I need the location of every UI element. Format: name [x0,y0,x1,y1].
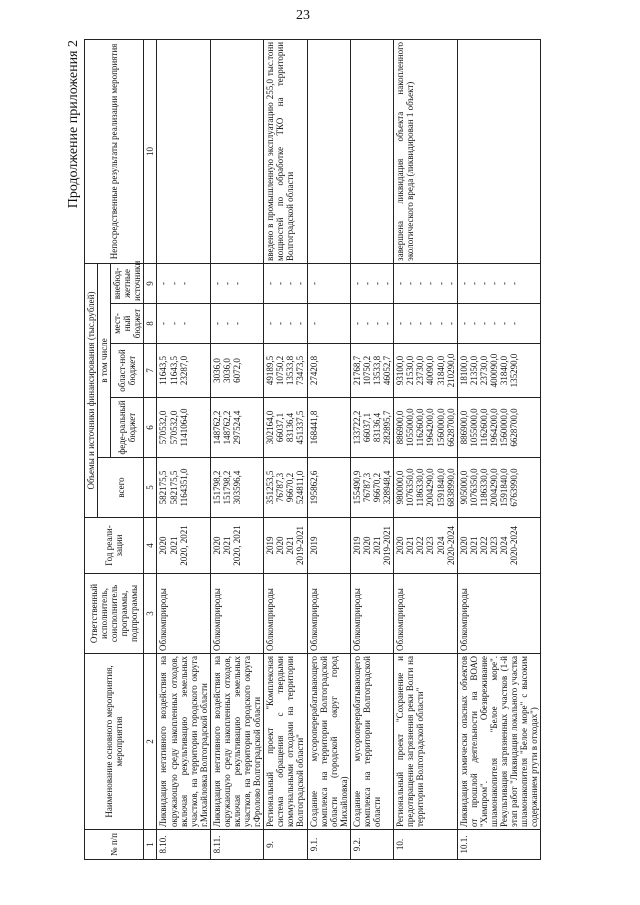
regional-value: 210290,0 [445,353,456,388]
page-number: 23 [296,8,310,23]
local-value: - [308,322,319,325]
local-value-cell [457,304,541,344]
total-value: 96670,2 [285,472,296,503]
offbudget-value: - [405,281,416,285]
regional-value: 93100,0 [395,355,406,386]
local-value: - [158,322,169,325]
table-row [350,39,393,859]
year-cell [457,518,541,574]
year: 2020 [275,536,286,555]
year: 2023 [425,536,436,555]
federal-value: 148762,2 [211,410,222,445]
federal-value: 1560000,0 [435,408,446,447]
offbudget-value: - [498,281,509,285]
header-executor: Ответственный исполнитель, соисполнитель программы, подпрограммы [85,574,144,654]
year: 2020 [361,536,372,555]
local-value: - [372,322,383,325]
total-value: 1186330,0 [478,468,489,507]
federal-value-cell [457,398,541,458]
program-table [84,39,541,860]
total-value: 155490,9 [351,470,362,505]
total-value: 96670,2 [372,472,383,503]
result-text-cell [307,39,350,263]
offbudget-value: - [395,281,406,285]
year: 2019 [308,536,319,555]
regional-value: 73473,5 [295,355,306,386]
offbudget-value: - [295,281,306,285]
executor-cell: Облкомприроды [307,574,350,654]
year: 2024 [498,536,509,555]
offbudget-value: - [168,281,179,285]
year: 2023 [488,536,499,555]
federal-value: 282895,7 [382,410,393,445]
federal-value: 1055000,0 [468,408,479,447]
executor-cell: Облкомприроды [457,574,541,654]
regional-value: 10750,2 [275,355,286,386]
offbudget-value: - [488,281,499,285]
year-cell [210,518,263,574]
total-value: 195862,6 [308,470,319,505]
measure-name-cell: Ликвидация химически опасных объектов от прошлой деятельности на ВОАО "Химпром". Обезвреживание шламонакопителя "Белое море". Рекультивация загрязненных участков (1-й этап работ "Ликвидация локального участка шламонакопителя "Белое море" с высоким содержанием ртути в отходах") [457,654,541,830]
local-value-cell [157,304,210,344]
federal-value: 1964200,0 [425,408,436,447]
col-num: 10 [144,39,157,263]
measure-name-cell: Региональный проект "Сохранение и предотвращение загрязнения реки Волги на территории Волгоградской области" [394,654,457,830]
result-text-cell: введено в промышленную эксплуатацию 255,0 тыс.тонн мощностей по обработке ТКО на территории Волгоградской области [264,39,307,263]
regional-value: 23287,0 [178,355,189,386]
local-value: - [285,322,296,325]
total-value-cell [210,458,263,518]
federal-value: 6628700,0 [509,408,520,447]
year-cell [307,518,350,574]
offbudget-value: - [435,281,446,285]
offbudget-value: - [382,281,393,285]
federal-value: 1560000,0 [498,408,509,447]
regional-value: 18100,0 [458,355,469,386]
col-num: 6 [144,398,157,458]
year: 2020-2024 [445,526,456,565]
measure-name-cell: Ликвидация негативного воздействия на окружающую среду накопленных отходов, включая рекультивацию земельных участков, на территории городского округа г.Михайловка Волгоградской области [157,654,210,830]
federal-value: 886900,0 [395,410,406,445]
federal-value-cell [394,398,457,458]
year-cell [350,518,393,574]
offbudget-value-cell [457,263,541,303]
regional-value: 10750,2 [361,355,372,386]
regional-value: 6072,0 [232,358,243,383]
year: 2019-2021 [295,526,306,565]
year: 2020 [395,536,406,555]
federal-value: 6628700,0 [445,408,456,447]
local-value-cell [394,304,457,344]
local-value: - [435,322,446,325]
federal-value: 83136,4 [372,412,383,443]
local-value: - [395,322,406,325]
regional-value-cell [210,344,263,398]
regional-value-cell [394,344,457,398]
offbudget-value: - [458,281,469,285]
measure-name-cell: Региональный проект "Комплексная система обращения с твердыми коммунальными отходами на территории Волгоградской области" [264,654,307,830]
total-value: 1186330,0 [415,468,426,507]
year: 2020 [158,536,169,555]
header-local: мест-ный бюджет [111,304,144,344]
regional-value-cell [264,344,307,398]
regional-value: 13533,8 [285,355,296,386]
total-value-cell [264,458,307,518]
result-text-cell [350,39,393,263]
regional-value: 3036,0 [221,358,232,383]
federal-value: 83136,4 [285,412,296,443]
total-value-cell [350,458,393,518]
federal-value: 1055000,0 [405,408,416,447]
header-regional: област-ной бюджет [111,344,144,398]
total-value-cell [457,458,541,518]
federal-value: 886900,0 [458,410,469,445]
year-cell [264,518,307,574]
total-value: 2004290,0 [425,468,436,507]
year: 2021 [168,536,179,555]
total-value: 1591840,0 [435,468,446,507]
row-number-cell: 9. [264,830,307,860]
executor-cell: Облкомприроды [350,574,393,654]
total-value: 151798,2 [211,470,222,505]
offbudget-value: - [232,281,243,285]
measure-name-cell: Ликвидация негативного воздействия на окружающую среду накопленных отходов, включая рекультивацию земельных участков, на территории городского округа г.Фролово Волгоградской области [210,654,263,830]
header-federal: феде-ральный бюджет [111,398,144,458]
col-num: 3 [144,574,157,654]
local-value: - [232,322,243,325]
year: 2020, 2021 [232,525,243,566]
regional-value: 11643,5 [168,356,179,385]
local-value: - [275,322,286,325]
offbudget-value: - [445,281,456,285]
col-num: 2 [144,654,157,830]
total-value: 582175,5 [158,470,169,505]
local-value-cell [307,304,350,344]
regional-value: 46052,7 [382,355,393,386]
table-row [457,39,541,859]
offbudget-value-cell [157,263,210,303]
measure-name-cell: Создание мусороперерабатывающего комплекса на территории Волгоградской области [350,654,393,830]
total-value-cell [307,458,350,518]
federal-value: 66037,1 [361,412,372,443]
result-text-cell: завершена ликвидация объекта накопленного экологического вреда (ликвидирован 1 объект) [394,39,457,263]
offbudget-value: - [415,281,426,285]
total-value: 582175,5 [168,470,179,505]
row-number-cell: 10.1. [457,830,541,860]
regional-value-cell [457,344,541,398]
offbudget-value: - [221,281,232,285]
local-value: - [488,322,499,325]
regional-value: 31840,0 [435,355,446,386]
year: 2021 [372,536,383,555]
offbudget-value: - [425,281,436,285]
regional-value: 23730,0 [478,355,489,386]
federal-value: 133722,2 [351,410,362,445]
federal-value: 1964200,0 [488,408,499,447]
measure-name-cell: Создание мусороперерабатывающего комплекса на территории Волгоградской области (городской округ город Михайловка) [307,654,350,830]
regional-value: 13533,8 [372,355,383,386]
offbudget-value-cell [394,263,457,303]
local-value: - [382,322,393,325]
local-value: - [351,322,362,325]
federal-value-cell [307,398,350,458]
table-row [157,39,210,859]
federal-value-cell [350,398,393,458]
local-value: - [415,322,426,325]
local-value-cell [350,304,393,344]
local-value-cell [264,304,307,344]
local-value: - [178,322,189,325]
local-value: - [458,322,469,325]
regional-value: 11643,5 [158,356,169,385]
offbudget-value: - [275,281,286,285]
year: 2020 [211,536,222,555]
local-value-cell [210,304,263,344]
total-value-cell [394,458,457,518]
local-value: - [425,322,436,325]
federal-value: 148762,2 [221,410,232,445]
year: 2024 [435,536,446,555]
regional-value-cell [157,344,210,398]
table-body [157,39,541,859]
table-row [307,39,350,859]
total-value: 1164351,0 [178,468,189,507]
local-value: - [168,322,179,325]
year: 2022 [415,536,426,555]
year: 2021 [221,536,232,555]
regional-value: 400090,0 [488,353,499,388]
regional-value: 31840,0 [498,355,509,386]
offbudget-value-cell [350,263,393,303]
local-value: - [509,322,520,325]
year: 2021 [285,536,296,555]
total-value: 351253,5 [265,470,276,505]
col-num: 4 [144,518,157,574]
local-value: - [295,322,306,325]
local-value: - [405,322,416,325]
federal-value: 66037,1 [275,412,286,443]
offbudget-value-cell [307,263,350,303]
regional-value-cell [350,344,393,398]
local-value: - [221,322,232,325]
regional-value-cell [307,344,350,398]
local-value: - [468,322,479,325]
offbudget-value-cell [264,263,307,303]
total-value: 905000,0 [458,470,469,505]
year: 2019 [265,536,276,555]
row-number-cell: 8.10. [157,830,210,860]
year: 2022 [478,536,489,555]
rotated-page [62,40,636,860]
federal-value: 1162600,0 [415,408,426,447]
offbudget-value-cell [210,263,263,303]
offbudget-value: - [285,281,296,285]
offbudget-value: - [178,281,189,285]
row-number-cell: 9.2. [350,830,393,860]
total-value: 76787,3 [275,472,286,503]
offbudget-value: - [361,281,372,285]
executor-cell: Облкомприроды [157,574,210,654]
year: 2020 [458,536,469,555]
table-row [210,39,263,859]
regional-value: 27420,8 [308,355,319,386]
offbudget-value: - [158,281,169,285]
local-value: - [211,322,222,325]
federal-value: 1141064,0 [178,408,189,447]
offbudget-value: - [478,281,489,285]
total-value-cell [157,458,210,518]
row-number-cell: 10. [394,830,457,860]
year: 2020, 2021 [178,525,189,566]
local-value: - [498,322,509,325]
regional-value: 21530,0 [405,355,416,386]
offbudget-value: - [308,281,319,285]
local-value: - [265,322,276,325]
executor-cell: Облкомприроды [394,574,457,654]
total-value: 1076350,0 [405,468,416,507]
header-results: Непосредственные результаты реализации мероприятия [85,39,144,263]
regional-value: 3036,0 [211,358,222,383]
total-value: 6763990,0 [509,468,520,507]
offbudget-value: - [351,281,362,285]
offbudget-value: - [509,281,520,285]
offbudget-value: - [211,281,222,285]
total-value: 1591840,0 [498,468,509,507]
offbudget-value: - [372,281,383,285]
federal-value-cell [264,398,307,458]
regional-value: 23730,0 [415,355,426,386]
federal-value-cell [210,398,263,458]
header-incl: в том числе [98,263,111,457]
year: 2019 [351,536,362,555]
local-value: - [361,322,372,325]
result-text-cell [157,39,210,263]
col-num: 9 [144,263,157,303]
table-row [394,39,457,859]
total-value: 6838990,0 [445,468,456,507]
federal-value: 570532,0 [168,410,179,445]
total-value: 980000,0 [395,470,406,505]
offbudget-value: - [265,281,276,285]
year: 2019-2021 [382,526,393,565]
federal-value: 1162600,0 [478,408,489,447]
header-total: всего [98,458,144,518]
local-value: - [445,322,456,325]
federal-value-cell [157,398,210,458]
federal-value: 302164,0 [265,410,276,445]
executor-cell: Облкомприроды [210,574,263,654]
federal-value: 297524,4 [232,410,243,445]
year: 2021 [405,536,416,555]
col-num: 8 [144,304,157,344]
total-value: 303596,4 [232,470,243,505]
row-number-cell: 9.1. [307,830,350,860]
header-offbudget: внебюд-жетные источники [111,263,144,303]
offbudget-value: - [468,281,479,285]
col-num: 1 [144,830,157,860]
regional-value: 21768,7 [351,355,362,386]
regional-value: 21350,0 [468,355,479,386]
total-value: 76787,3 [361,472,372,503]
result-text-cell [457,39,541,263]
regional-value: 49189,5 [265,355,276,386]
col-num: 7 [144,344,157,398]
year: 2020-2024 [509,526,520,565]
header-funding: Объемы и источники финансирования (тыс.рублей) [85,263,98,517]
total-value: 1076350,0 [468,468,479,507]
year-cell [394,518,457,574]
federal-value: 570532,0 [158,410,169,445]
total-value: 524811,0 [295,470,306,505]
column-number-row [144,39,157,859]
year-cell [157,518,210,574]
result-text-cell [210,39,263,263]
header-name: Наименование основного мероприятия, мероприятия [85,654,144,830]
federal-value: 451337,5 [295,410,306,445]
executor-cell: Облкомприроды [264,574,307,654]
appendix-title: Продолжение приложения 2 [66,40,81,209]
table-row [264,39,307,859]
total-value: 2004290,0 [488,468,499,507]
federal-value: 168441,8 [308,410,319,445]
col-num: 5 [144,458,157,518]
total-value: 151798,2 [221,470,232,505]
local-value: - [478,322,489,325]
row-number-cell: 8.11. [210,830,263,860]
total-value: 328948,4 [382,470,393,505]
regional-value: 135290,0 [509,353,520,388]
year: 2021 [468,536,479,555]
header-year: Год реали-зации [85,518,144,574]
regional-value: 40090,0 [425,355,436,386]
header-no: № п/п [85,830,144,860]
